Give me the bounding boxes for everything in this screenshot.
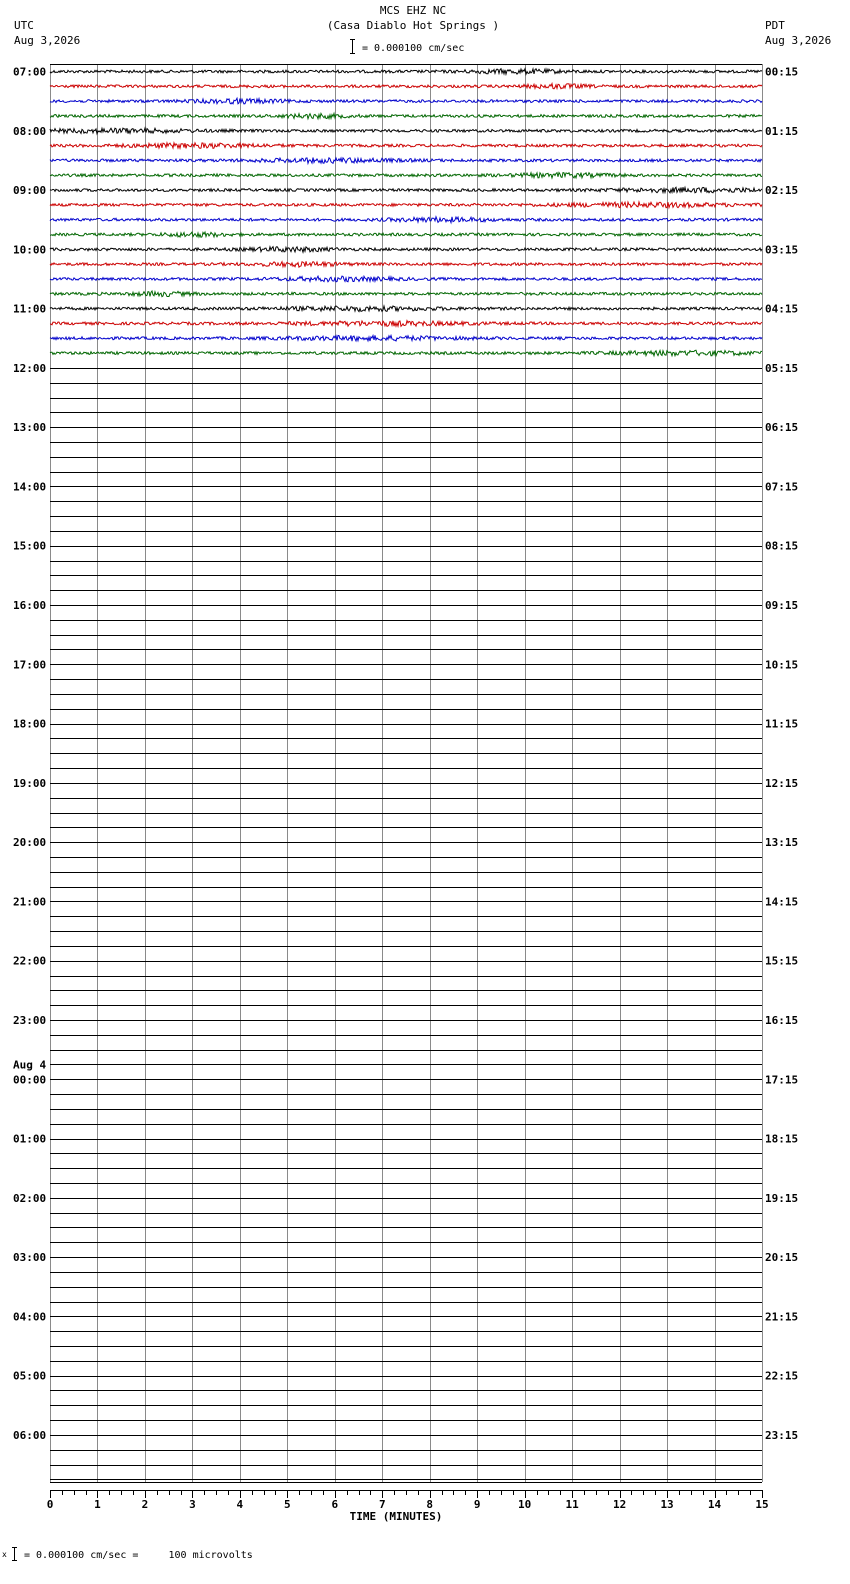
trace-row xyxy=(50,350,762,356)
x-tick-label: 14 xyxy=(707,1498,722,1511)
left-time-label: 04:00 xyxy=(13,1310,47,1324)
x-tick-label: 1 xyxy=(94,1498,101,1511)
trace-row xyxy=(50,247,762,253)
footer-scale-bar-icon xyxy=(14,1547,15,1561)
right-time-label: 22:15 xyxy=(765,1369,799,1383)
right-time-label: 23:15 xyxy=(765,1428,799,1442)
left-time-label: 03:00 xyxy=(13,1251,47,1265)
right-time-label: 03:15 xyxy=(765,243,799,257)
x-tick-label: 4 xyxy=(236,1498,244,1511)
left-time-label: 07:00 xyxy=(13,65,47,79)
right-time-label: 13:15 xyxy=(765,836,799,850)
left-time-label: 09:00 xyxy=(13,184,47,198)
trace-row xyxy=(50,84,762,89)
x-tick-label: 8 xyxy=(426,1498,434,1511)
trace-row xyxy=(50,187,762,193)
left-time-label: 08:00 xyxy=(13,124,47,138)
right-time-label: 10:15 xyxy=(765,658,799,672)
trace-row xyxy=(50,143,762,149)
trace-row xyxy=(50,158,762,164)
chart-title: MCS EHZ NC xyxy=(379,4,447,17)
trace-row xyxy=(50,217,762,223)
right-time-label: 18:15 xyxy=(765,1132,799,1146)
x-axis-label: TIME (MINUTES) xyxy=(349,1510,443,1523)
right-time-label: 12:15 xyxy=(765,776,799,790)
x-tick-label: 13 xyxy=(660,1498,674,1511)
trace-row xyxy=(50,232,762,237)
left-date: Aug 3,2026 xyxy=(14,34,81,47)
right-time-label: 06:15 xyxy=(765,421,799,435)
left-time-label: 23:00 xyxy=(13,1013,47,1027)
x-tick-label: 5 xyxy=(284,1498,291,1511)
trace-row xyxy=(50,172,762,177)
left-time-label: 02:00 xyxy=(13,1191,47,1205)
left-time-label: 19:00 xyxy=(13,776,47,790)
x-tick-label: 12 xyxy=(612,1498,627,1511)
x-tick-label: 7 xyxy=(378,1498,386,1511)
right-date: Aug 3,2026 xyxy=(765,34,832,47)
right-time-label: 07:15 xyxy=(765,480,799,494)
scale-label: = 0.000100 cm/sec xyxy=(362,43,465,54)
right-time-label: 16:15 xyxy=(765,1013,799,1027)
x-tick-label: 6 xyxy=(331,1498,339,1511)
left-timezone: UTC xyxy=(14,19,34,32)
left-time-label: 14:00 xyxy=(13,480,47,494)
footer-prefix: x xyxy=(2,1550,7,1559)
left-time-label: 06:00 xyxy=(13,1428,47,1442)
right-time-label: 17:15 xyxy=(765,1073,799,1087)
trace-row xyxy=(50,291,762,297)
right-time-label: 15:15 xyxy=(765,954,799,968)
trace-row xyxy=(50,261,762,267)
left-time-label: 22:00 xyxy=(13,954,47,968)
right-time-label: 08:15 xyxy=(765,539,799,553)
x-tick-label: 10 xyxy=(518,1498,532,1511)
right-time-label: 14:15 xyxy=(765,895,799,909)
left-time-label: 17:00 xyxy=(13,658,47,672)
right-time-label: 21:15 xyxy=(765,1310,799,1324)
right-timezone: PDT xyxy=(765,19,785,32)
right-time-label: 11:15 xyxy=(765,717,799,731)
trace-row xyxy=(50,306,762,312)
trace-row xyxy=(50,128,762,134)
left-time-label: 18:00 xyxy=(13,717,47,731)
right-time-label: 20:15 xyxy=(765,1251,799,1265)
right-time-label: 00:15 xyxy=(765,65,799,79)
left-date-label: Aug 4 xyxy=(13,1058,47,1072)
left-time-label: 15:00 xyxy=(13,539,47,553)
left-time-label: 13:00 xyxy=(13,421,47,435)
footer-scale-label: = 0.000100 cm/sec = 100 microvolts xyxy=(24,1550,253,1561)
left-time-label: 21:00 xyxy=(13,895,47,909)
x-tick-label: 3 xyxy=(189,1498,196,1511)
left-time-label: 12:00 xyxy=(13,361,47,375)
x-tick-label: 0 xyxy=(46,1498,54,1511)
left-time-label: 11:00 xyxy=(13,302,47,316)
x-tick-label: 9 xyxy=(473,1498,481,1511)
chart-subtitle: (Casa Diablo Hot Springs ) xyxy=(326,19,500,32)
x-tick-label: 11 xyxy=(565,1498,579,1511)
right-time-label: 09:15 xyxy=(765,599,799,613)
right-time-label: 02:15 xyxy=(765,184,799,198)
right-time-label: 04:15 xyxy=(765,302,799,316)
trace-row xyxy=(50,276,762,282)
left-time-label: 05:00 xyxy=(13,1369,47,1383)
left-time-label: 00:00 xyxy=(13,1073,47,1087)
trace-row xyxy=(50,69,762,74)
left-time-label: 20:00 xyxy=(13,836,47,850)
right-time-label: 05:15 xyxy=(765,361,799,375)
right-time-label: 01:15 xyxy=(765,124,799,138)
trace-row xyxy=(50,98,762,104)
left-time-label: 10:00 xyxy=(13,243,47,257)
trace-row xyxy=(50,321,762,327)
right-time-label: 19:15 xyxy=(765,1191,799,1205)
x-tick-label: 15 xyxy=(755,1498,769,1511)
x-tick-label: 2 xyxy=(141,1498,149,1511)
trace-row xyxy=(50,113,762,118)
trace-row xyxy=(50,202,762,208)
left-time-label: 16:00 xyxy=(13,599,47,613)
trace-row xyxy=(50,335,762,341)
left-time-label: 01:00 xyxy=(13,1132,47,1146)
